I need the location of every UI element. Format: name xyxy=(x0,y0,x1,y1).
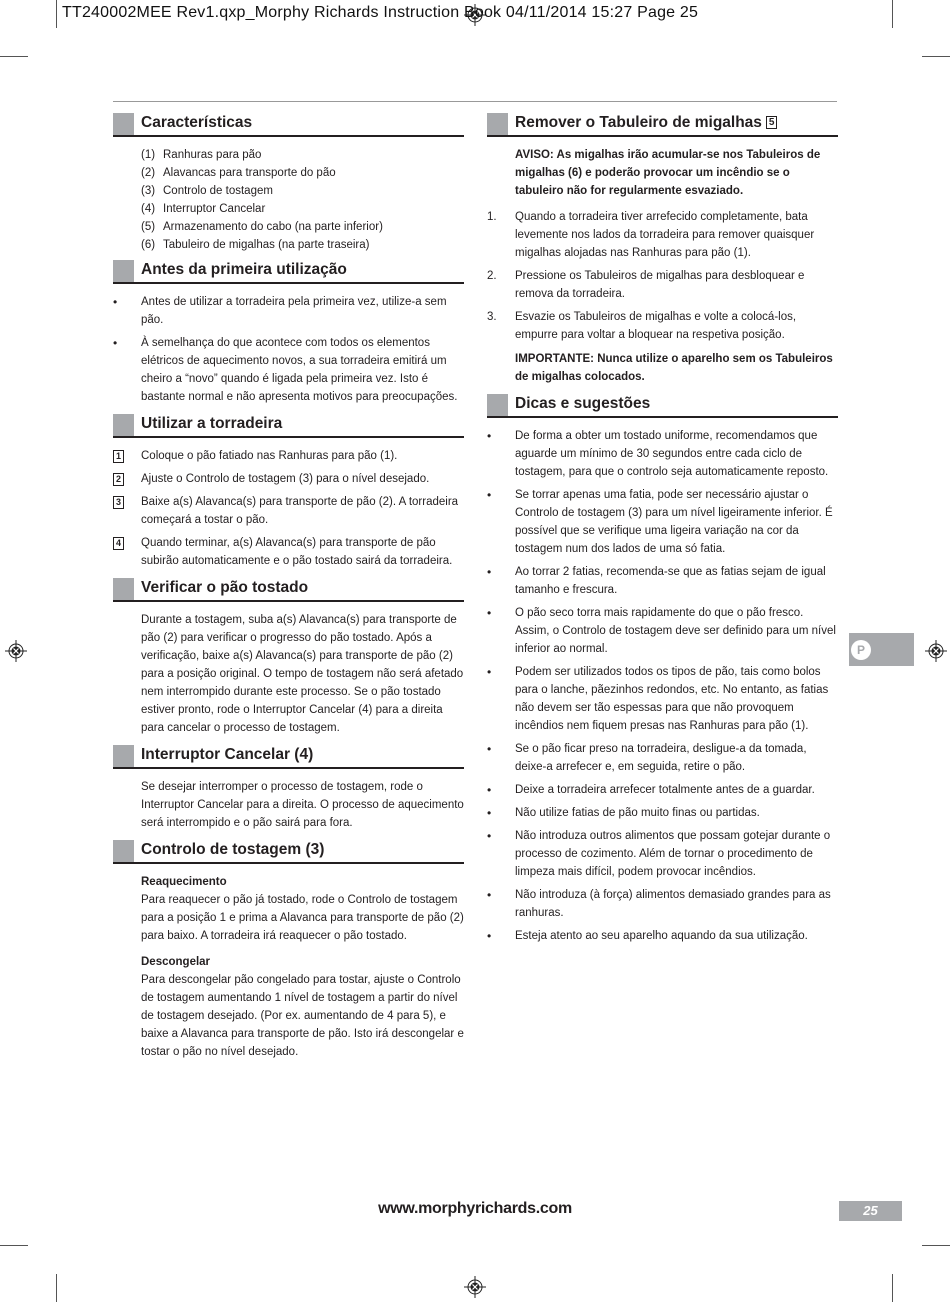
tips-list xyxy=(487,427,838,945)
tips-title: Dicas e sugestões xyxy=(515,395,651,412)
list-item xyxy=(487,740,838,776)
step-item xyxy=(487,208,838,262)
item-number: (6) xyxy=(141,239,156,251)
item-text: Coloque o pão fatiado nas Ranhuras para pão (1). xyxy=(141,450,398,462)
item-text: Ajuste o Controlo de tostagem (3) para o nível desejado. xyxy=(141,473,430,485)
crumb-tray-title xyxy=(515,114,777,132)
heading-square xyxy=(113,113,134,135)
bullet-icon: • xyxy=(487,665,492,679)
features-section xyxy=(113,113,464,254)
registration-mark-icon xyxy=(925,640,947,662)
crop-mark xyxy=(0,56,28,57)
crop-mark xyxy=(0,1245,28,1246)
use-steps xyxy=(113,447,464,570)
bullet-icon: • xyxy=(487,429,492,443)
tips-section xyxy=(487,394,838,945)
step-item xyxy=(487,308,838,344)
section-heading xyxy=(113,578,464,602)
item-text: Deixe a torradeira arrefecer totalmente antes de a guardar. xyxy=(515,784,815,796)
bullet-icon: • xyxy=(487,929,492,943)
language-code: P xyxy=(851,640,871,660)
item-text: Se torrar apenas uma fatia, pode ser necessário ajustar o Controlo de tostagem (3) para um nível ligeiramente inferior. É possível que se verifique uma ligeira variação na cor da tostagem num dos lados de uma só fatia. xyxy=(515,489,833,555)
bullet-icon: • xyxy=(487,829,492,843)
registration-mark-icon xyxy=(464,1276,486,1298)
item-text: Se o pão ficar preso na torradeira, desligue-a da tomada, deixe-a arrefecer e, em seguida, retire o pão. xyxy=(515,743,807,773)
language-tab xyxy=(849,633,914,666)
item-number: (1) xyxy=(141,149,156,161)
step-item xyxy=(113,534,464,570)
item-number: (4) xyxy=(141,203,156,215)
item-text: Controlo de tostagem xyxy=(163,185,273,197)
section-heading xyxy=(113,414,464,438)
heading-square xyxy=(487,113,508,135)
item-text: Ranhuras para pão xyxy=(163,149,262,161)
bullet-icon: • xyxy=(487,783,492,797)
list-item xyxy=(487,827,838,881)
list-item xyxy=(487,886,838,922)
item-text: Não introduza outros alimentos que possam gotejar durante o processo de cozimento. Além de tornar o procedimento de limpeza mais difícil, podem provocar incêndios. xyxy=(515,830,831,878)
crop-mark xyxy=(892,0,893,28)
item-text: Quando terminar, a(s) Alavanca(s) para transporte de pão subirão automaticamente e o pão tostado sairá da torradeira. xyxy=(141,537,453,567)
item-text: Esteja atento ao seu aparelho aquando da sua utilização. xyxy=(515,930,808,942)
item-text: Podem ser utilizados todos os tipos de pão, tais como bolos para o lanche, pãezinhos redondos, etc. No entanto, as fatias não devem ser tão espessas para que não provoquem incêndios nem fiquem presas nas Ranhuras para pão (1). xyxy=(515,666,829,732)
bullet-icon: • xyxy=(113,295,118,309)
print-slug: TT240002MEE Rev1.qxp_Morphy Richards Instruction Book 04/11/2014 15:27 Page 25 xyxy=(62,4,699,21)
item-text: Interruptor Cancelar xyxy=(163,203,266,215)
step-number-badge: 1 xyxy=(113,450,124,463)
right-column xyxy=(487,113,838,953)
features-list xyxy=(141,146,464,254)
list-item xyxy=(487,927,838,945)
check-text: Durante a tostagem, suba a(s) Alavanca(s) para transporte de pão (2) para verificar o progresso do pão tostado. Após a verificação, baixe a(s) Alavanca(s) para transporte de pão (2) para a posição original. O tempo de tostagem não será afetado nem interrompido durante este processo. Se o pão tostado estiver pronto, rode o Interruptor Cancelar (4) para a direita para cancelar o processo de tostagem. xyxy=(141,614,464,734)
use-section xyxy=(113,414,464,570)
step-number-badge: 2 xyxy=(113,473,124,486)
item-text: Tabuleiro de migalhas (na parte traseira) xyxy=(163,239,370,251)
item-number: (2) xyxy=(141,167,156,179)
crop-mark xyxy=(892,1274,893,1302)
list-item xyxy=(141,164,464,182)
step-number: 3. xyxy=(487,311,497,323)
heading-square xyxy=(113,414,134,436)
heading-square xyxy=(113,578,134,600)
list-item xyxy=(141,200,464,218)
cancel-section xyxy=(113,745,464,832)
list-item xyxy=(113,334,464,406)
list-item xyxy=(487,427,838,481)
step-item xyxy=(113,470,464,488)
item-text: De forma a obter um tostado uniforme, recomendamos que aguarde um mínimo de 30 segundos entre cada ciclo de tostagem, para que o controlo seja automaticamente reposto. xyxy=(515,430,829,478)
item-text: Antes de utilizar a torradeira pela primeira vez, utilize-a sem pão. xyxy=(141,296,447,326)
bullet-icon: • xyxy=(487,488,492,502)
item-text: Pressione os Tabuleiros de migalhas para desbloquear e remova da torradeira. xyxy=(515,270,805,300)
figure-badge: 5 xyxy=(766,116,778,129)
registration-mark-icon xyxy=(5,640,27,662)
cancel-title: Interruptor Cancelar (4) xyxy=(141,746,314,763)
heading-square xyxy=(113,260,134,282)
warning-text: AVISO: As migalhas irão acumular-se nos Tabuleiros de migalhas (6) e poderão provocar um incêndio se o tabuleiro não for regularmente esvaziado. xyxy=(515,149,821,197)
step-item xyxy=(487,267,838,303)
list-item xyxy=(113,293,464,329)
step-number-badge: 4 xyxy=(113,537,124,550)
page-number: 25 xyxy=(839,1201,902,1221)
section-heading xyxy=(487,113,838,137)
cancel-text: Se desejar interromper o processo de tostagem, rode o Interruptor Cancelar para a direita. O processo de aquecimento será interrompido e o pão sairá para fora. xyxy=(141,781,464,829)
top-rule xyxy=(113,101,837,102)
crumb-tray-steps xyxy=(487,208,838,344)
heading-square xyxy=(487,394,508,416)
item-text: Não utilize fatias de pão muito finas ou partidas. xyxy=(515,807,760,819)
use-title: Utilizar a torradeira xyxy=(141,415,283,432)
list-item xyxy=(487,604,838,658)
section-heading xyxy=(113,840,464,864)
first-use-title: Antes da primeira utilização xyxy=(141,261,347,278)
reheat-text: Para reaquecer o pão já tostado, rode o Controlo de tostagem para a posição 1 e prima a Alavanca para transporte de pão (2) para baixo. A torradeira irá reaquecer o pão tostado. xyxy=(141,894,464,942)
list-item xyxy=(487,663,838,735)
section-heading xyxy=(113,745,464,769)
item-text: À semelhança do que acontece com todos os elementos elétricos de aquecimento novos, a sua torradeira emitirá um cheiro a “novo” quando é ligada pela primeira vez. Isto é bastante normal e não apresenta motivos para preocupações. xyxy=(141,337,458,403)
bullet-icon: • xyxy=(487,565,492,579)
list-item xyxy=(487,781,838,799)
first-use-section xyxy=(113,260,464,406)
bullet-icon: • xyxy=(487,606,492,620)
item-text: Quando a torradeira tiver arrefecido completamente, bata levemente nos lados da torradeira para remover quaisquer migalhas alojadas nas Ranhuras para pão (1). xyxy=(515,211,815,259)
check-section xyxy=(113,578,464,737)
check-title: Verificar o pão tostado xyxy=(141,579,309,596)
list-item xyxy=(141,236,464,254)
bullet-icon: • xyxy=(487,742,492,756)
bullet-icon: • xyxy=(487,888,492,902)
crumb-tray-title-text: Remover o Tabuleiro de migalhas xyxy=(515,114,762,131)
item-text: Ao torrar 2 fatias, recomenda-se que as fatias sejam de igual tamanho e frescura. xyxy=(515,566,826,596)
list-item xyxy=(141,146,464,164)
features-title: Características xyxy=(141,114,253,131)
step-item xyxy=(113,447,464,465)
left-column xyxy=(113,113,464,1069)
step-number: 1. xyxy=(487,211,497,223)
item-text: Não introduza (à força) alimentos demasiado grandes para as ranhuras. xyxy=(515,889,831,919)
step-number: 2. xyxy=(487,270,497,282)
item-number: (5) xyxy=(141,221,156,233)
list-item xyxy=(487,563,838,599)
important-text: IMPORTANTE: Nunca utilize o aparelho sem os Tabuleiros de migalhas colocados. xyxy=(515,353,833,383)
defrost-subheading: Descongelar xyxy=(141,956,211,968)
control-title: Controlo de tostagem (3) xyxy=(141,841,325,858)
crumb-tray-section xyxy=(487,113,838,386)
list-item xyxy=(487,486,838,558)
defrost-text: Para descongelar pão congelado para tostar, ajuste o Controlo de tostagem aumentando 1 nível de tostagem a partir do nível de tostagem desejado. (Por ex. aumentando de 4 para 5), e baixe a Alavanca para transporte de pão. Isto irá descongelar e tostar o pão no nível desejado. xyxy=(141,974,464,1058)
crop-mark xyxy=(922,56,950,57)
reheat-subheading: Reaquecimento xyxy=(141,876,227,888)
crop-mark xyxy=(56,0,57,28)
step-item xyxy=(113,493,464,529)
item-number: (3) xyxy=(141,185,156,197)
bullet-icon: • xyxy=(113,336,118,350)
heading-square xyxy=(113,745,134,767)
heading-square xyxy=(113,840,134,862)
crop-mark xyxy=(922,1245,950,1246)
item-text: Baixe a(s) Alavanca(s) para transporte de pão (2). A torradeira começará a tostar o pão. xyxy=(141,496,459,526)
list-item xyxy=(141,218,464,236)
control-section xyxy=(113,840,464,1061)
footer-url: www.morphyrichards.com xyxy=(378,1200,572,1217)
section-heading xyxy=(487,394,838,418)
item-text: O pão seco torra mais rapidamente do que o pão fresco. Assim, o Controlo de tostagem deve ser definido para um nível inferior ao normal. xyxy=(515,607,836,655)
crop-mark xyxy=(56,1274,57,1302)
bullet-icon: • xyxy=(487,806,492,820)
item-text: Alavancas para transporte do pão xyxy=(163,167,336,179)
step-number-badge: 3 xyxy=(113,496,124,509)
item-text: Armazenamento do cabo (na parte inferior) xyxy=(163,221,383,233)
list-item xyxy=(487,804,838,822)
first-use-list xyxy=(113,293,464,406)
section-heading xyxy=(113,260,464,284)
section-heading xyxy=(113,113,464,137)
list-item xyxy=(141,182,464,200)
item-text: Esvazie os Tabuleiros de migalhas e volte a colocá-los, empurre para voltar a bloquear na respetiva posição. xyxy=(515,311,797,341)
